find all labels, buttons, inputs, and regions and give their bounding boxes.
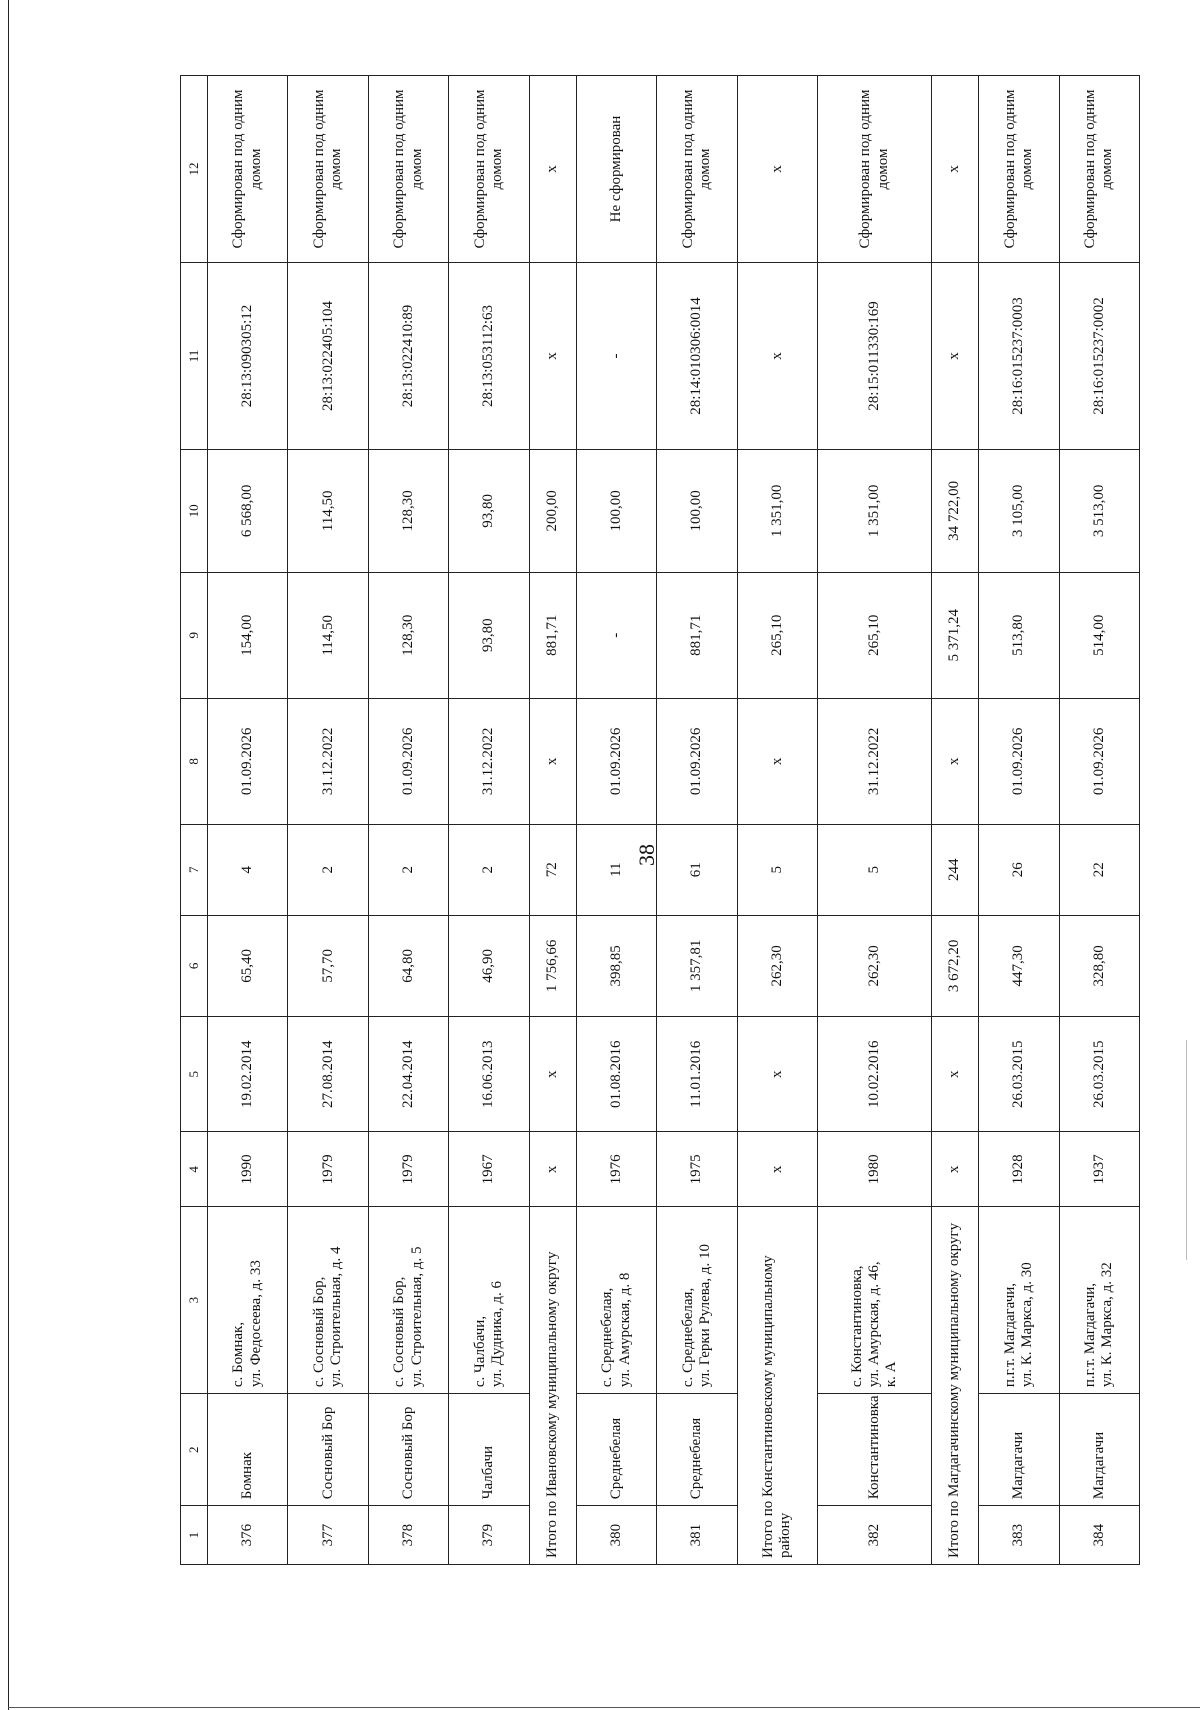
address: с. Чалбачи, ул. Дудника, д. 6 [449, 1207, 529, 1394]
subtotal-row [529, 76, 576, 1565]
cell-c7: 72 [529, 824, 576, 915]
cell-c9: 514,00 [1059, 572, 1139, 698]
cell-c8: х [529, 698, 576, 824]
cell-c9: 5 371,24 [932, 572, 979, 698]
row-number: 382 [818, 1506, 932, 1565]
column-number-row [181, 76, 208, 1565]
address: с. Сосновый Бор, ул. Строительная, д. 4 [288, 1207, 368, 1394]
subtotal-row [932, 76, 979, 1565]
cell-c9: 128,30 [368, 572, 448, 698]
cell-c6: 1 357,81 [657, 915, 737, 1016]
cell-c11: 28:14:010306:0014 [657, 263, 737, 450]
bottom-edge-line [8, 1707, 1200, 1708]
cell-c5: х [737, 1017, 817, 1132]
cell-c4: 1928 [979, 1132, 1059, 1207]
cell-c4: 1980 [818, 1132, 932, 1207]
table-row [449, 76, 529, 1565]
cell-c10: 1 351,00 [818, 449, 932, 572]
cell-c9: 881,71 [529, 572, 576, 698]
cell-c10: 200,00 [529, 449, 576, 572]
cell-c6: 65,40 [208, 915, 288, 1016]
table-row [979, 76, 1059, 1565]
table-row [576, 76, 656, 1565]
cell-c11: 28:13:022410:89 [368, 263, 448, 450]
cell-c10: 34 722,00 [932, 449, 979, 572]
column-header-2: 2 [181, 1394, 208, 1506]
cell-c10: 100,00 [657, 449, 737, 572]
cell-c8: 01.09.2026 [657, 698, 737, 824]
cell-c7: 2 [288, 824, 368, 915]
page-number: 38 [634, 844, 659, 866]
cell-c11: - [576, 263, 656, 450]
column-header-10: 10 [181, 449, 208, 572]
cell-c4: 1937 [1059, 1132, 1139, 1207]
cell-c7: 4 [208, 824, 288, 915]
cell-c9: 114,50 [288, 572, 368, 698]
cell-c10: 93,80 [449, 449, 529, 572]
cell-c7: 11 [576, 824, 656, 915]
cell-c9: 93,80 [449, 572, 529, 698]
cell-c12: Сформирован под одним домом [288, 76, 368, 263]
cell-c10: 100,00 [576, 449, 656, 572]
cell-c10: 6 568,00 [208, 449, 288, 572]
cell-c10: 3 105,00 [979, 449, 1059, 572]
row-number: 377 [288, 1506, 368, 1565]
cell-c6: 262,30 [737, 915, 817, 1016]
cell-c8: 01.09.2026 [1059, 698, 1139, 824]
cell-c12: х [932, 76, 979, 263]
cell-c4: 1990 [208, 1132, 288, 1207]
cell-c5: 19.02.2014 [208, 1017, 288, 1132]
settlement-name: Сосновый Бор [368, 1394, 448, 1506]
cell-c9: 154,00 [208, 572, 288, 698]
cell-c6: 447,30 [979, 915, 1059, 1016]
cell-c6: 262,30 [818, 915, 932, 1016]
cell-c8: 01.09.2026 [208, 698, 288, 824]
cell-c11: х [737, 263, 817, 450]
cell-c7: 61 [657, 824, 737, 915]
cell-c4: 1979 [368, 1132, 448, 1207]
cell-c4: 1967 [449, 1132, 529, 1207]
address: с. Среднебелая, ул. Герки Рулева, д. 10 [657, 1207, 737, 1394]
column-header-5: 5 [181, 1017, 208, 1132]
cell-c5: 27.08.2014 [288, 1017, 368, 1132]
cell-c12: Сформирован под одним домом [368, 76, 448, 263]
address: с. Сосновый Бор, ул. Строительная, д. 5 [368, 1207, 448, 1394]
address: с. Константиновка, ул. Амурская, д. 46, к. А [818, 1207, 932, 1394]
cell-c6: 1 756,66 [529, 915, 576, 1016]
column-header-1: 1 [181, 1506, 208, 1565]
column-header-7: 7 [181, 824, 208, 915]
margin-mark [1186, 1040, 1187, 1260]
cell-c5: х [529, 1017, 576, 1132]
cell-c5: 10.02.2016 [818, 1017, 932, 1132]
cell-c6: 398,85 [576, 915, 656, 1016]
cell-c9: 513,80 [979, 572, 1059, 698]
cell-c7: 26 [979, 824, 1059, 915]
settlement-name: Сосновый Бор [288, 1394, 368, 1506]
column-header-9: 9 [181, 572, 208, 698]
cell-c12: Сформирован под одним домом [979, 76, 1059, 263]
cell-c6: 3 672,20 [932, 915, 979, 1016]
row-number: 384 [1059, 1506, 1139, 1565]
cell-c11: х [529, 263, 576, 450]
cell-c8: 01.09.2026 [979, 698, 1059, 824]
settlement-name: Магдагачи [1059, 1394, 1139, 1506]
column-header-8: 8 [181, 698, 208, 824]
address: п.г.т. Магдагачи, ул. К. Маркса, д. 30 [979, 1207, 1059, 1394]
cell-c12: Не сформирован [576, 76, 656, 263]
cell-c12: Сформирован под одним домом [208, 76, 288, 263]
housing-table [180, 75, 1140, 1565]
cell-c8: 01.09.2026 [576, 698, 656, 824]
cell-c4: х [529, 1132, 576, 1207]
column-header-6: 6 [181, 915, 208, 1016]
cell-c12: Сформирован под одним домом [818, 76, 932, 263]
table-row [818, 76, 932, 1565]
cell-c4: 1976 [576, 1132, 656, 1207]
cell-c11: 28:16:015237:0002 [1059, 263, 1139, 450]
cell-c11: 28:15:011330:169 [818, 263, 932, 450]
subtotal-label: Итого по Константиновскому муниципальному району [737, 1207, 817, 1565]
column-header-12: 12 [181, 76, 208, 263]
cell-c9: - [576, 572, 656, 698]
cell-c12: Сформирован под одним домом [657, 76, 737, 263]
cell-c9: 265,10 [737, 572, 817, 698]
subtotal-row [737, 76, 817, 1565]
cell-c8: х [737, 698, 817, 824]
cell-c6: 57,70 [288, 915, 368, 1016]
cell-c12: Сформирован под одним домом [1059, 76, 1139, 263]
cell-c12: х [529, 76, 576, 263]
settlement-name: Магдагачи [979, 1394, 1059, 1506]
address: с. Бомнак, ул. Федосеева, д. 33 [208, 1207, 288, 1394]
settlement-name: Среднебелая [657, 1394, 737, 1506]
cell-c5: 01.08.2016 [576, 1017, 656, 1132]
cell-c12: х [737, 76, 817, 263]
cell-c4: х [932, 1132, 979, 1207]
cell-c8: 31.12.2022 [288, 698, 368, 824]
table-row [1059, 76, 1139, 1565]
cell-c7: 2 [368, 824, 448, 915]
binding-line [8, 0, 9, 1710]
cell-c7: 244 [932, 824, 979, 915]
table-row [368, 76, 448, 1565]
cell-c7: 22 [1059, 824, 1139, 915]
cell-c10: 3 513,00 [1059, 449, 1139, 572]
cell-c9: 265,10 [818, 572, 932, 698]
row-number: 383 [979, 1506, 1059, 1565]
cell-c7: 5 [737, 824, 817, 915]
cell-c9: 881,71 [657, 572, 737, 698]
cell-c6: 328,80 [1059, 915, 1139, 1016]
column-header-11: 11 [181, 263, 208, 450]
settlement-name: Бомнак [208, 1394, 288, 1506]
cell-c10: 128,30 [368, 449, 448, 572]
cell-c7: 2 [449, 824, 529, 915]
cell-c11: х [932, 263, 979, 450]
cell-c5: 16.06.2013 [449, 1017, 529, 1132]
column-header-4: 4 [181, 1132, 208, 1207]
row-number: 376 [208, 1506, 288, 1565]
row-number: 380 [576, 1506, 656, 1565]
cell-c12: Сформирован под одним домом [449, 76, 529, 263]
cell-c10: 114,50 [288, 449, 368, 572]
subtotal-label: Итого по Ивановскому муниципальному округу [529, 1207, 576, 1565]
column-header-3: 3 [181, 1207, 208, 1394]
table-row [657, 76, 737, 1565]
cell-c11: 28:13:022405:104 [288, 263, 368, 450]
cell-c8: 01.09.2026 [368, 698, 448, 824]
cell-c4: х [737, 1132, 817, 1207]
cell-c4: 1975 [657, 1132, 737, 1207]
cell-c11: 28:13:053112:63 [449, 263, 529, 450]
cell-c5: х [932, 1017, 979, 1132]
cell-c8: х [932, 698, 979, 824]
cell-c8: 31.12.2022 [818, 698, 932, 824]
row-number: 379 [449, 1506, 529, 1565]
cell-c5: 26.03.2015 [979, 1017, 1059, 1132]
cell-c4: 1979 [288, 1132, 368, 1207]
settlement-name: Среднебелая [576, 1394, 656, 1506]
rotated-table-wrapper [180, 75, 1140, 1565]
cell-c11: 28:16:015237:0003 [979, 263, 1059, 450]
settlement-name: Чалбачи [449, 1394, 529, 1506]
cell-c7: 5 [818, 824, 932, 915]
cell-c11: 28:13:090305:12 [208, 263, 288, 450]
cell-c5: 11.01.2016 [657, 1017, 737, 1132]
cell-c6: 46,90 [449, 915, 529, 1016]
table-row [208, 76, 288, 1565]
address: с. Среднебелая, ул. Амурская, д. 8 [576, 1207, 656, 1394]
cell-c6: 64,80 [368, 915, 448, 1016]
row-number: 378 [368, 1506, 448, 1565]
address: п.г.т. Магдагачи, ул. К. Маркса, д. 32 [1059, 1207, 1139, 1394]
table-row [288, 76, 368, 1565]
table-body [208, 76, 1140, 1565]
row-number: 381 [657, 1506, 737, 1565]
cell-c5: 22.04.2014 [368, 1017, 448, 1132]
settlement-name: Константиновка [818, 1394, 932, 1506]
cell-c5: 26.03.2015 [1059, 1017, 1139, 1132]
cell-c8: 31.12.2022 [449, 698, 529, 824]
cell-c10: 1 351,00 [737, 449, 817, 572]
subtotal-label: Итого по Магдагачинскому муниципальному округу [932, 1207, 979, 1565]
